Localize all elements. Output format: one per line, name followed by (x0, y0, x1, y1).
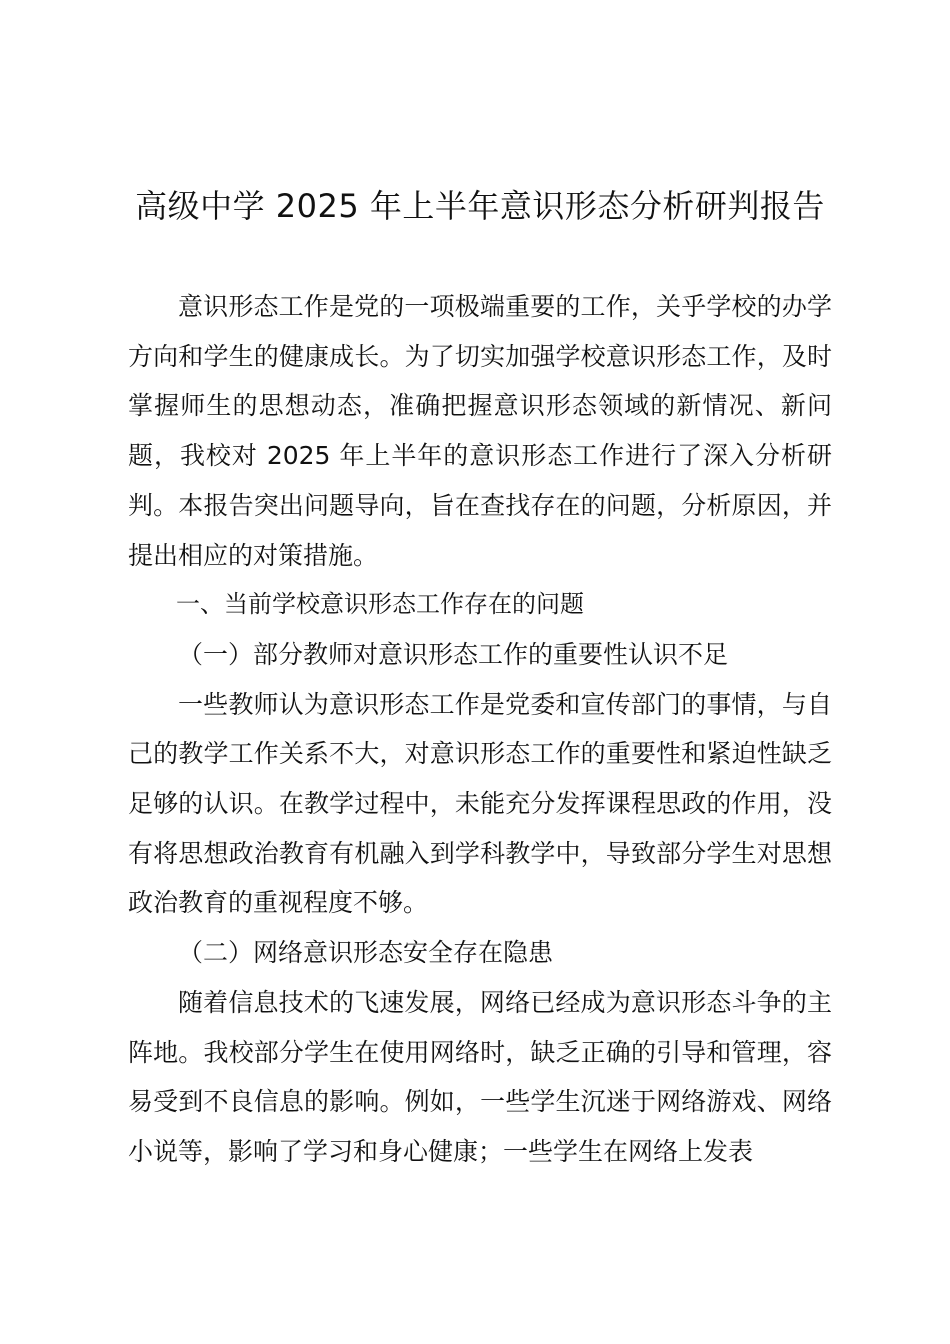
subsection-2-paragraph: 随着信息技术的飞速发展，网络已经成为意识形态斗争的主阵地。我校部分学生在使用网络时，缺乏正确的引导和管理，容易受到不良信息的影响。例如，一些学生沉迷于网络游戏、网络小说等，影响了学习和身心健康；一些学生在网络上发表 (128, 987, 832, 1166)
subsection-heading-1: （一）部分教师对意识形态工作的重要性认识不足 (178, 639, 729, 669)
intro-paragraph: 意识形态工作是党的一项极端重要的工作，关乎学校的办学方向和学生的健康成长。为了切实加强学校意识形态工作，及时掌握师生的思想动态，准确把握意识形态领域的新情况、新问题，我校对 2025 年上半年的意识形态工作进行了深入分析研判。本报告突出问题导向，旨在查找存在的问题，分析原因，并提出相应的对策措施。 (128, 292, 832, 570)
subsection-heading-2: （二）网络意识形态安全存在隐患 (178, 938, 554, 968)
document-title: 高级中学 2025 年上半年意识形态分析研判报告 (135, 187, 825, 225)
section-heading-1: 一、当前学校意识形态工作存在的问题 (176, 590, 584, 619)
document-body (128, 282, 832, 1177)
subsection-1-paragraph: 一些教师认为意识形态工作是党委和宣传部门的事情，与自己的教学工作关系不大，对意识形态工作的重要性和紧迫性缺乏足够的认识。在教学过程中，未能充分发挥课程思政的作用，没有将思想政治教育有机融入到学科教学中，导致部分学生对思想政治教育的重视程度不够。 (128, 689, 832, 918)
